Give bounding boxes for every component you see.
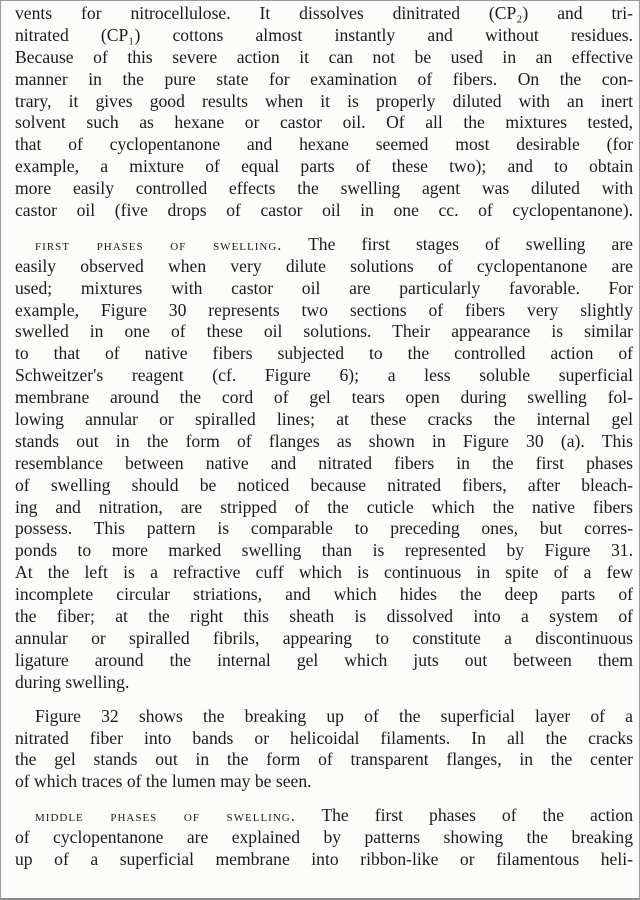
text-line (15, 387, 633, 409)
text-line (15, 25, 633, 47)
line-text: membrane around the cord of gel tears open during swelling fol- (15, 387, 633, 408)
line-text: nitrated fiber into bands or helicoidal filaments. In all the cracks (15, 727, 633, 748)
text-line (15, 453, 633, 475)
line-text: ligature around the internal gel which juts out between them (15, 649, 633, 670)
line-text: to that of native fibers subjected to the controlled action of (15, 343, 633, 364)
line-text: that of cyclopentanone and hexane seemed most desirable (for (15, 134, 633, 155)
line-text: the fiber; at the right this sheath is dissolved into a system of (15, 606, 633, 627)
line-text: ing and nitration, are stripped of the cuticle which the native fibers (15, 496, 633, 517)
text-line (15, 112, 633, 134)
text-line (15, 540, 633, 562)
text-line (15, 321, 633, 343)
text-line (15, 562, 633, 584)
text-line (15, 749, 633, 771)
section-heading: first phases of swelling. (35, 236, 283, 254)
text-line (15, 431, 633, 453)
paragraph (15, 805, 633, 871)
line-text: vents for nitrocellulose. It dissolves dinitrated (CP₂) and tri- (15, 3, 633, 23)
line-text: example, Figure 30 represents two sections of fibers very slightly (15, 299, 633, 320)
text-line (15, 256, 633, 278)
line-text: swelled in one of these oil solutions. Their appearance is similar (15, 321, 633, 342)
line-text: manner in the pure state for examination of fibers. On the con- (15, 68, 633, 89)
text-line (15, 628, 633, 650)
line-text: example, a mixture of equal parts of these two); and to obtain (15, 156, 633, 177)
text-line (15, 672, 633, 694)
text-line (15, 805, 633, 827)
line-text: of swelling should be noticed because nitrated fibers, after bleach- (15, 474, 633, 495)
text-line (15, 178, 633, 200)
line-text: Because of this severe action it can not be used in an effective (15, 46, 633, 67)
line-text: Figure 32 shows the breaking up of the superficial layer of a (35, 705, 633, 726)
line-text: castor oil (five drops of castor oil in one cc. of cyclopentanone). (15, 200, 633, 221)
line-text: At the left is a refractive cuff which is continuous in spite of a few (15, 562, 633, 583)
line-text: incomplete circular striations, and which hides the deep parts of (15, 584, 633, 605)
text-line (15, 706, 633, 728)
line-text: annular or spiralled fibrils, appearing to constitute a discontinuous (15, 627, 633, 648)
text-line (15, 606, 633, 628)
paragraph (15, 234, 633, 694)
text-line (15, 234, 633, 256)
text-line (15, 3, 633, 25)
text-line (15, 134, 633, 156)
text-line (15, 771, 633, 793)
line-text: easily observed when very dilute solutions of cyclopentanone are (15, 255, 633, 276)
line-text: Schweitzer's reagent (cf. Figure 6); a less soluble superficial (15, 365, 633, 386)
text-line (15, 300, 633, 322)
text-line (15, 827, 633, 849)
line-text: more easily controlled effects the swelling agent was diluted with (15, 178, 633, 199)
text-line (15, 156, 633, 178)
paragraph (15, 3, 633, 222)
text-line (15, 278, 633, 300)
line-text: of cyclopentanone are explained by patterns showing the breaking (15, 827, 633, 848)
body-text (15, 3, 633, 883)
line-text: The first stages of swelling are (308, 233, 633, 254)
line-text: nitrated (CP₁) cottons almost instantly and without residues. (15, 24, 633, 45)
text-line (15, 69, 633, 91)
text-line (15, 365, 633, 387)
line-text: of which traces of the lumen may be seen. (15, 771, 312, 792)
text-line (15, 47, 633, 69)
line-text: up of a superficial membrane into ribbon-like or filamentous heli- (15, 848, 633, 869)
text-line (15, 849, 633, 871)
text-line (15, 497, 633, 519)
line-text: trary, it gives good results when it is properly diluted with an inert (15, 90, 633, 111)
line-text: possess. This pattern is comparable to preceding ones, but corres- (15, 518, 633, 539)
line-text: resemblance between native and nitrated fibers in the first phases (15, 452, 633, 473)
text-line (15, 518, 633, 540)
text-line (15, 728, 633, 750)
text-line (15, 650, 633, 672)
text-line (15, 409, 633, 431)
text-line (15, 200, 633, 222)
text-line (15, 475, 633, 497)
line-text: lowing annular or spiralled lines; at these cracks the internal gel (15, 409, 633, 430)
line-text: the gel stands out in the form of transparent flanges, in the center (15, 749, 633, 770)
line-text: ponds to more marked swelling than is represented by Figure 31. (15, 540, 633, 561)
paragraph (15, 706, 633, 794)
text-line (15, 91, 633, 113)
section-heading: middle phases of swelling. (35, 808, 296, 826)
line-text: used; mixtures with castor oil are particularly favorable. For (15, 277, 633, 298)
text-line (15, 343, 633, 365)
line-text: The first phases of the action (321, 805, 633, 826)
line-text: stands out in the form of flanges as shown in Figure 30 (a). This (15, 430, 633, 451)
line-text: solvent such as hexane or castor oil. Of all the mixtures tested, (15, 112, 633, 133)
line-text: during swelling. (15, 671, 130, 692)
text-line (15, 584, 633, 606)
